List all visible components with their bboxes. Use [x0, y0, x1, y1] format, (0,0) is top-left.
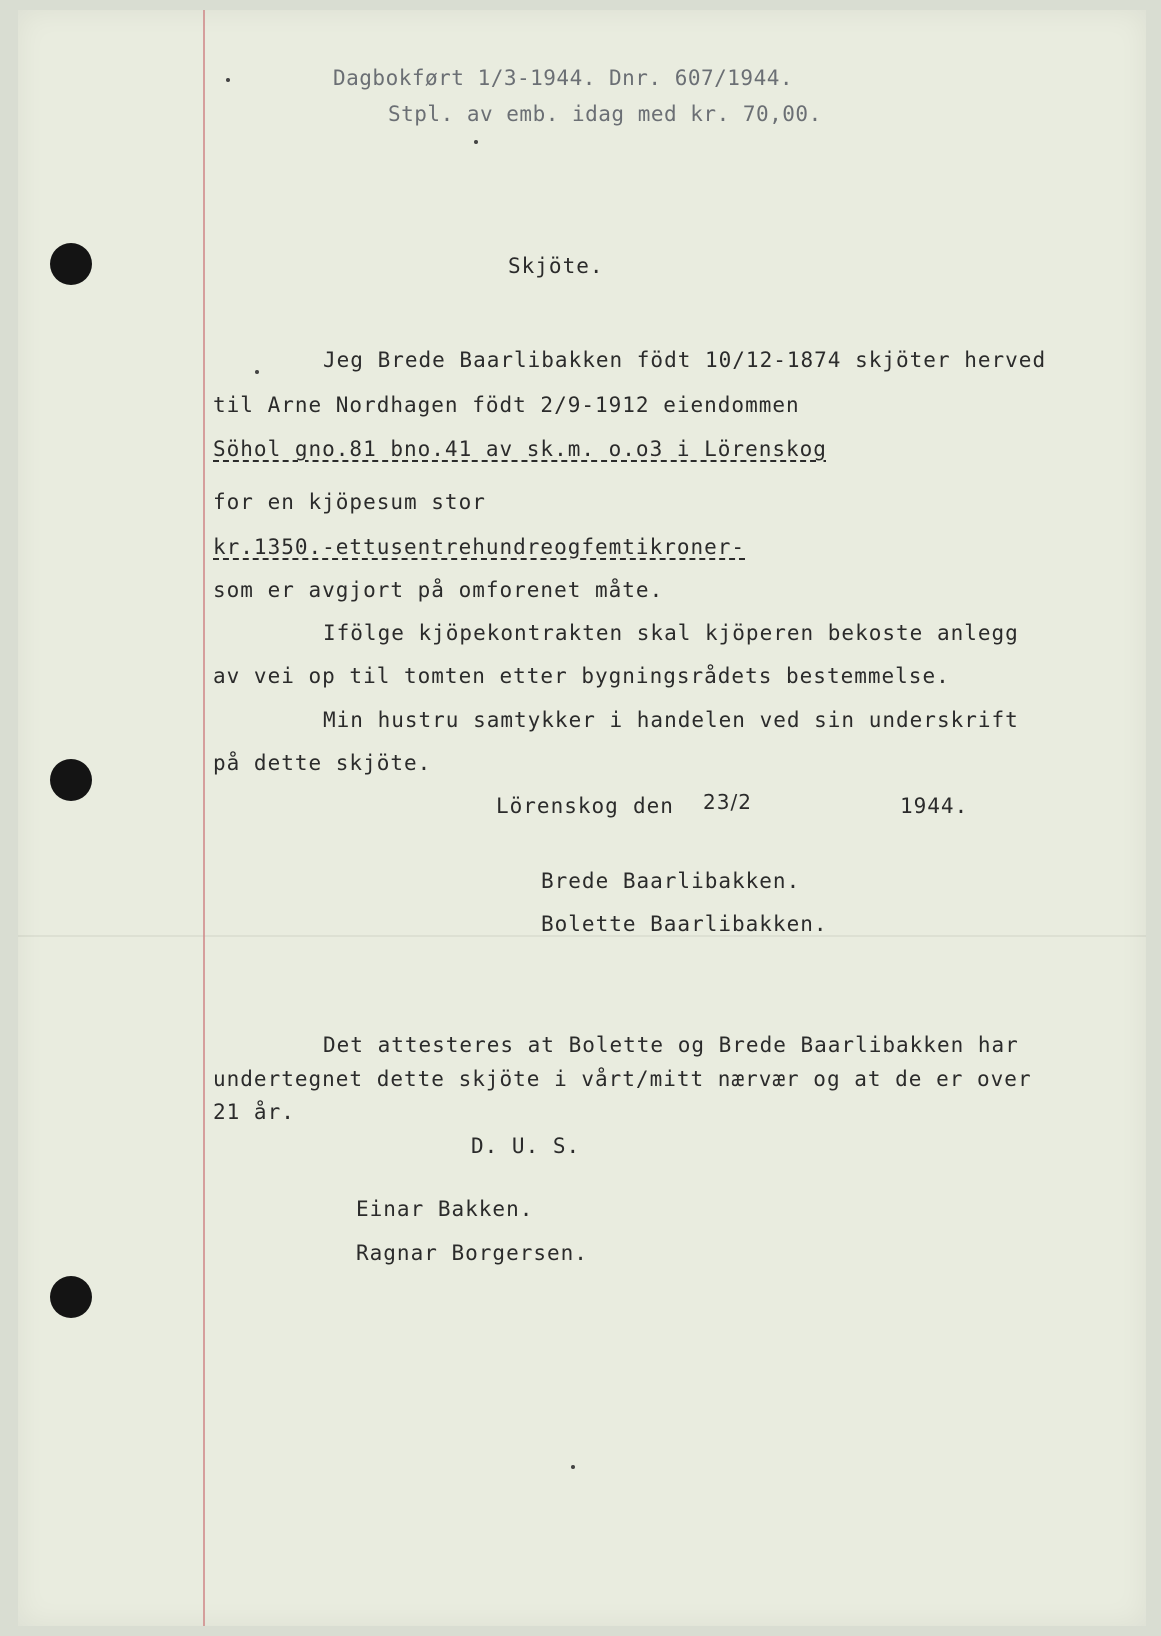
witness-1: Einar Bakken.: [356, 1197, 534, 1221]
ink-dot: [255, 370, 259, 374]
signature-seller: Brede Baarlibakken.: [541, 869, 801, 893]
margin-line: [203, 10, 205, 1626]
price-line: kr.1350.-ettusentrehundreogfemtikroner-: [213, 535, 746, 559]
body-line: som er avgjort på omforenet måte.: [213, 578, 664, 602]
body-line: Min hustru samtykker i handelen ved sin underskrift: [323, 708, 1019, 732]
body-line: av vei op til tomten etter bygningsrådets bestemmelse.: [213, 664, 950, 688]
attestation-line: Det attesteres at Bolette og Brede Baarlibakken har: [323, 1033, 1019, 1057]
attestation-line: 21 år.: [213, 1100, 295, 1124]
property-line: Söhol gno.81 bno.41 av sk.m. o.o3 i Lörenskog: [213, 437, 827, 461]
body-line: Jeg Brede Baarlibakken födt 10/12-1874 skjöter herved: [323, 348, 1047, 372]
punch-hole-icon: [50, 1276, 92, 1318]
body-line: på dette skjöte.: [213, 751, 432, 775]
body-line: til Arne Nordhagen födt 2/9-1912 eiendommen: [213, 393, 800, 417]
body-line: for en kjöpesum stor: [213, 490, 486, 514]
dus-mark: D. U. S.: [471, 1134, 581, 1158]
body-line: Ifölge kjöpekontrakten skal kjöperen bekoste anlegg: [323, 621, 1019, 645]
date: 23/2: [703, 790, 752, 814]
stamp-line-1: Dagbokført 1/3-1944. Dnr. 607/1944.: [333, 66, 794, 90]
place: Lörenskog: [496, 794, 619, 818]
signature-spouse: Bolette Baarlibakken.: [541, 912, 828, 936]
punch-hole-icon: [50, 759, 92, 801]
ink-dot: [474, 140, 478, 144]
attestation-line: undertegnet dette skjöte i vårt/mitt nærvær og at de er over: [213, 1067, 1032, 1091]
document-page: [18, 10, 1146, 1626]
document-title: Skjöte.: [508, 254, 604, 278]
ink-dot: [571, 1465, 575, 1469]
year: 1944.: [900, 794, 969, 818]
ink-dot: [226, 78, 230, 82]
punch-hole-icon: [50, 243, 92, 285]
witness-2: Ragnar Borgersen.: [356, 1241, 588, 1265]
den-word: den: [633, 794, 674, 818]
stamp-line-2: Stpl. av emb. idag med kr. 70,00.: [388, 102, 822, 126]
